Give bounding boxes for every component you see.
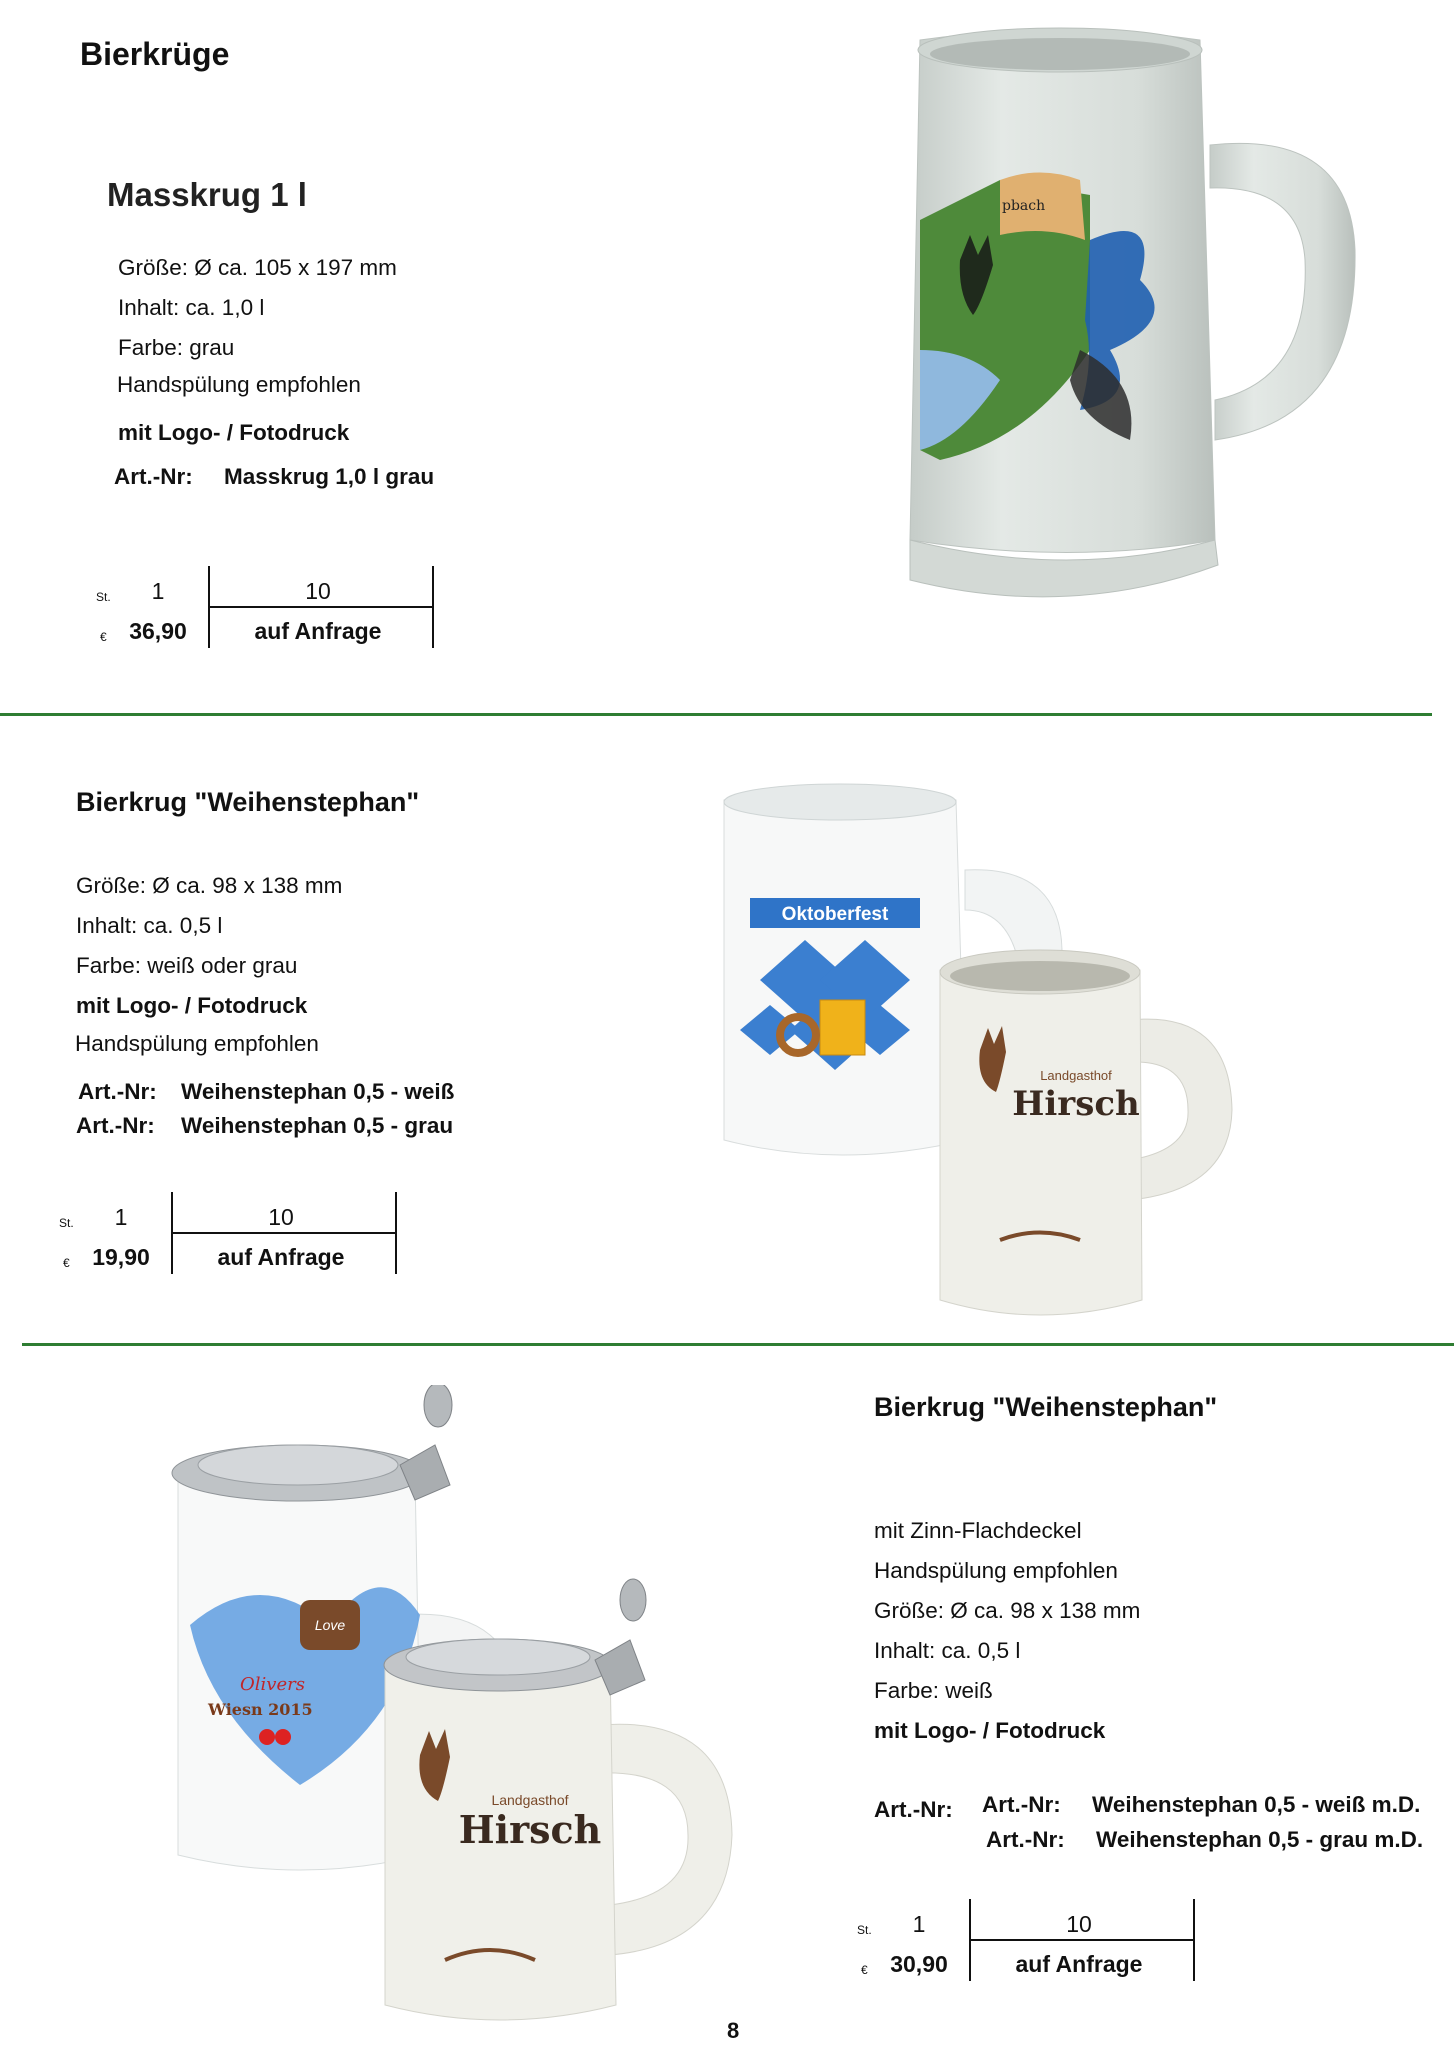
price-1: 30,90 [890,1951,948,1977]
currency-label: € [861,1963,868,1977]
unit-label: St. [59,1216,74,1230]
masskrug-image [880,20,1360,680]
spec-washing: Handspülung empfohlen [874,1558,1118,1583]
lidded-mugs-image [150,1385,770,2025]
table-rule [171,1232,397,1234]
art-label: Art.-Nr: [982,1792,1061,1817]
spec-size: Größe: Ø ca. 98 x 138 mm [76,873,343,898]
qty-1: 1 [151,578,165,604]
product-title: Bierkrug "Weihenstephan" [76,787,420,817]
art-label: Art.-Nr: [76,1113,155,1138]
oktoberfest-label: Oktoberfest [781,904,889,925]
wiesn-label: Wiesn 2015 [208,1700,313,1719]
section-separator [22,1343,1454,1346]
landgasthof-label: Landgasthof [491,1792,569,1808]
art-number-grey: Weihenstephan 0,5 - grau m.D. [1096,1827,1424,1852]
art-number-grey: Weihenstephan 0,5 - grau [181,1113,454,1138]
qty-10: 10 [268,1204,294,1230]
spec-color: Farbe: weiß [874,1678,993,1703]
print-note: mit Logo- / Fotodruck [874,1718,1106,1743]
print-note: mit Logo- / Fotodruck [118,420,350,445]
art-label: Art.-Nr: [114,464,193,489]
spec-size: Größe: Ø ca. 105 x 197 mm [118,255,397,280]
qty-1: 1 [912,1911,926,1937]
art-number-white: Weihenstephan 0,5 - weiß m.D. [1092,1792,1421,1817]
spec-lid: mit Zinn-Flachdeckel [874,1518,1082,1543]
art-label: Art.-Nr: [874,1797,953,1822]
unit-label: St. [857,1923,872,1937]
product-title: Bierkrug "Weihenstephan" [874,1392,1218,1422]
currency-label: € [100,630,107,644]
unit-label: St. [96,590,111,604]
qty-1: 1 [114,1204,128,1230]
product-title: Masskrug 1 l [107,176,307,213]
section-separator [0,713,1432,716]
table-rule [969,1939,1195,1941]
landgasthof-label: Landgasthof [1040,1068,1112,1083]
spec-volume: Inhalt: ca. 0,5 l [874,1638,1021,1663]
spec-volume: Inhalt: ca. 1,0 l [118,295,265,320]
spec-volume: Inhalt: ca. 0,5 l [76,913,223,938]
qty-10: 10 [1066,1911,1092,1937]
art-number-white: Weihenstephan 0,5 - weiß [181,1079,455,1104]
page-heading: Bierkrüge [80,36,230,72]
love-label: Love [314,1617,346,1633]
olivers-label: Olivers [240,1674,305,1695]
price-10: auf Anfrage [217,1244,345,1270]
spec-washing: Handspülung empfohlen [117,372,361,397]
page-number: 8 [727,2018,740,2043]
spec-color: Farbe: weiß oder grau [76,953,298,978]
price-1: 36,90 [129,618,187,644]
spec-size: Größe: Ø ca. 98 x 138 mm [874,1598,1141,1623]
table-rule [208,606,434,608]
price-10: auf Anfrage [254,618,382,644]
print-note: mit Logo- / Fotodruck [76,993,308,1018]
spec-washing: Handspülung empfohlen [75,1031,319,1056]
price-1: 19,90 [92,1244,150,1270]
weihenstephan-image [710,770,1290,1330]
art-label: Art.-Nr: [986,1827,1065,1852]
shield-text: pbach [1002,198,1046,214]
art-number: Masskrug 1,0 l grau [224,464,435,489]
spec-color: Farbe: grau [118,335,235,360]
price-10: auf Anfrage [1015,1951,1143,1977]
art-label: Art.-Nr: [78,1079,157,1104]
hirsch-label: Hirsch [458,1807,602,1852]
currency-label: € [63,1256,70,1270]
hirsch-label: Hirsch [1012,1084,1140,1124]
qty-10: 10 [305,578,331,604]
